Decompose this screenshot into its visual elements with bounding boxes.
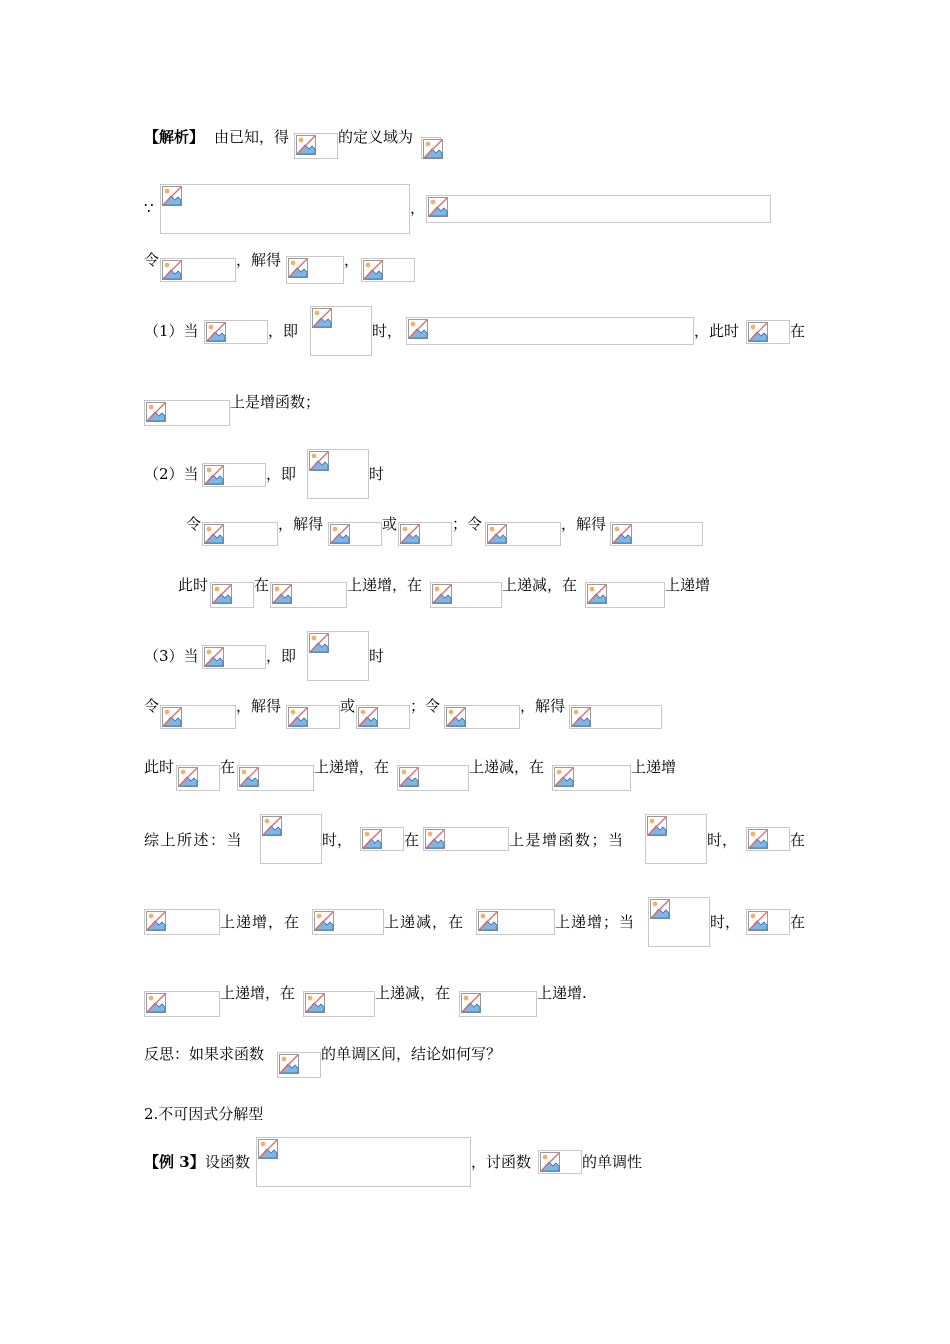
formula-image xyxy=(569,705,662,729)
text-segment: 在 xyxy=(220,758,236,776)
text-segment: （3）当 xyxy=(144,647,199,665)
formula-image xyxy=(160,258,236,282)
text-segment: ，即 xyxy=(266,465,297,483)
text-segment: 上递增；当 xyxy=(555,913,636,931)
text-segment: 上递减，在 xyxy=(502,576,578,594)
formula-image xyxy=(307,631,369,681)
formula-image xyxy=(406,317,694,345)
formula-image xyxy=(423,827,509,851)
formula-image xyxy=(444,705,520,729)
formula-image xyxy=(202,645,266,669)
text-segment: ；令 xyxy=(452,515,483,533)
text-segment: 综上所述：当 xyxy=(144,831,244,849)
text-segment: 时 xyxy=(369,465,385,483)
formula-image xyxy=(459,991,537,1017)
formula-image xyxy=(398,522,452,546)
text-segment: 时， xyxy=(372,322,403,340)
text-segment: （1）当 xyxy=(144,322,199,340)
section-heading: 2.不可因式分解型 xyxy=(144,1105,264,1123)
formula-image xyxy=(202,463,266,487)
formula-image xyxy=(144,991,220,1017)
formula-image xyxy=(202,522,278,546)
formula-image xyxy=(360,827,404,851)
formula-image xyxy=(645,814,707,864)
text-segment: 上递增，在 xyxy=(220,984,296,1002)
text-segment: ，讨函数 xyxy=(471,1153,532,1171)
formula-image xyxy=(160,705,236,729)
formula-image xyxy=(421,137,441,159)
text-segment: 上递增，在 xyxy=(347,576,423,594)
formula-image xyxy=(144,909,220,935)
text-segment: ，解得 xyxy=(236,251,282,269)
formula-image xyxy=(746,320,790,344)
formula-image xyxy=(746,909,790,935)
formula-image xyxy=(397,765,469,791)
formula-image xyxy=(648,897,710,947)
text-segment: ， xyxy=(410,199,426,217)
formula-image xyxy=(538,1150,582,1174)
formula-image xyxy=(160,184,410,234)
text-segment: 上是增函数；当 xyxy=(509,831,625,849)
formula-image xyxy=(144,400,230,426)
text-segment: 或 xyxy=(382,515,398,533)
text-segment: ， xyxy=(344,251,360,269)
formula-image xyxy=(552,765,631,791)
text-segment: 在 xyxy=(254,576,270,594)
formula-image xyxy=(426,195,771,223)
text-segment: 在 xyxy=(790,322,806,340)
analysis-label: 【解析】 xyxy=(144,128,205,146)
text-segment: 的定义域为 xyxy=(338,128,414,146)
formula-image xyxy=(294,133,338,159)
formula-image xyxy=(256,1137,471,1187)
text-segment: 时 xyxy=(369,647,385,665)
text-segment: 反思：如果求函数 xyxy=(144,1045,265,1063)
formula-image xyxy=(270,582,347,608)
formula-image xyxy=(237,765,314,791)
formula-image xyxy=(307,449,369,499)
formula-image xyxy=(176,765,220,791)
text-segment: ；令 xyxy=(410,697,441,715)
text-segment: ，解得 xyxy=(236,697,282,715)
text-segment: 上递减，在 xyxy=(384,913,465,931)
formula-image xyxy=(303,991,375,1017)
text-segment: ，解得 xyxy=(520,697,566,715)
text-segment: 时， xyxy=(322,831,353,849)
text-segment: 或 xyxy=(340,697,356,715)
formula-image xyxy=(485,522,561,546)
formula-image xyxy=(585,582,665,608)
formula-image xyxy=(361,258,415,282)
formula-image xyxy=(356,705,410,729)
text-segment: 上是增函数； xyxy=(230,393,321,411)
text-segment: ，解得 xyxy=(278,515,324,533)
formula-image xyxy=(260,814,322,864)
formula-image xyxy=(746,827,790,851)
formula-image xyxy=(204,320,268,344)
text-segment: 的单调区间，结论如何写？ xyxy=(321,1045,502,1063)
formula-image xyxy=(286,705,340,729)
text-segment: 时， xyxy=(707,831,738,849)
text-segment: ，解得 xyxy=(561,515,607,533)
formula-image xyxy=(286,256,344,284)
text-segment: 上递减，在 xyxy=(375,984,451,1002)
formula-image xyxy=(430,582,502,608)
example-label: 【例 3】 xyxy=(144,1153,205,1171)
text-segment: 上递增 xyxy=(665,576,711,594)
text-segment: 上递增. xyxy=(537,984,587,1002)
text-segment: 上递减，在 xyxy=(469,758,545,776)
text-segment: 令 xyxy=(144,697,160,715)
text-segment: 在 xyxy=(790,831,806,849)
formula-image xyxy=(310,306,372,356)
text-segment: 此时 xyxy=(178,576,209,594)
text-segment: 由已知，得 xyxy=(214,128,290,146)
formula-image xyxy=(312,909,384,935)
text-segment: 令 xyxy=(186,515,202,533)
formula-image xyxy=(328,522,382,546)
text-segment: ，此时 xyxy=(694,322,740,340)
text-segment: 在 xyxy=(404,831,420,849)
formula-image xyxy=(476,909,555,935)
text-segment: 令 xyxy=(144,251,160,269)
text-segment: （2）当 xyxy=(144,465,199,483)
because-symbol: ∵ xyxy=(144,199,154,217)
text-segment: 时， xyxy=(710,913,741,931)
formula-image xyxy=(210,582,254,608)
text-segment: ，即 xyxy=(266,647,297,665)
text-segment: 此时 xyxy=(144,758,175,776)
text-segment: 上递增，在 xyxy=(314,758,390,776)
formula-image xyxy=(610,522,703,546)
text-segment: 设函数 xyxy=(205,1153,251,1171)
text-segment: 上递增 xyxy=(631,758,677,776)
formula-image xyxy=(277,1052,321,1078)
text-segment: ，即 xyxy=(268,322,299,340)
text-segment: 上递增，在 xyxy=(220,913,301,931)
text-segment: 在 xyxy=(790,913,806,931)
text-segment: 的单调性 xyxy=(582,1153,643,1171)
